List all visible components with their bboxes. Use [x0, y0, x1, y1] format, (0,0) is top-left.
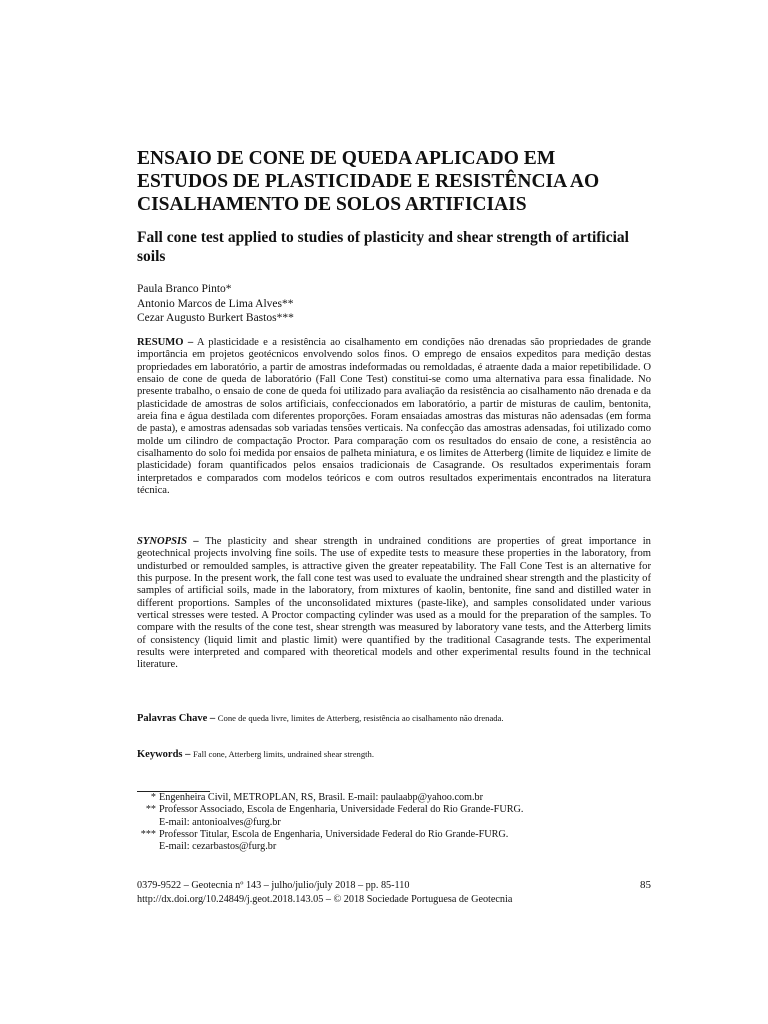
resumo-text: A plasticidade e a resistência ao cisalhamento em condições não drenadas são propriedades de grande importância em projetos geotécnicos envolvendo solos finos. O emprego de ensaios expeditos para medição destas propriedades em laboratório, a partir de amostras indeformadas ou remoldadas, é atraente dada a maior repetibilidade. O ensaio de cone de queda de laboratório (Fall Cone Test) constitui-se como uma alternativa para essa finalidade. No presente trabalho, o ensaio de cone de queda foi utilizado para avaliação da resistência ao cisalhamento não drenada e da plasticidade de amostras de solos artificiais, confeccionados em laboratório, a partir de misturas de caulim, bentonita, areia fina e água destilada com diferentes proporções. Foram ensaiadas amostras das misturas não adensadas (em forma de pasta), e amostras adensadas sob variadas tensões verticais. Na confecção das amostras adensadas, foi utilizado como molde um cilindro de compactação Proctor. Para comparação com os resultados do ensaio de cone, a resistência ao cisalhamento do solo foi medida por ensaios de palheta miniatura, e os limites de Atterberg (limite de liquidez e limite de plasticidade) foram quantificados pelos ensaios tradicionais de Casagrande. Os resultados experimentais foram interpretados e comparados com modelos teóricos e com outros resultados experimentais encontrados na literatura técnica. — [137, 337, 651, 497]
page-number: 85 — [640, 879, 651, 891]
footnote-text: E-mail: cezarbastos@furg.br — [159, 841, 277, 853]
footnote-mark: * — [150, 792, 156, 803]
synopsis-heading: SYNOPSIS – — [137, 536, 199, 547]
page-footer — [137, 879, 651, 906]
palavras-chave — [137, 712, 651, 725]
footnote-item — [137, 829, 651, 841]
keywords — [137, 748, 651, 761]
abstract-english — [137, 536, 651, 672]
footnote-text: Professor Associado, Escola de Engenharia, Universidade Federal do Rio Grande-FURG. — [159, 804, 524, 816]
doi-line: http://dx.doi.org/10.24849/j.geot.2018.143.05 – © 2018 Sociedade Portuguesa de Geotecnia — [137, 893, 513, 905]
palavras-chave-label: Palavras Chave – — [137, 713, 216, 724]
author-list — [137, 282, 651, 326]
footnote-text: E-mail: antonioalves@furg.br — [159, 816, 281, 828]
journal-citation: 0379-9522 – Geotecnia nº 143 – julho/julio/july 2018 – pp. 85-110 — [137, 880, 410, 891]
keywords-text: Fall cone, Atterberg limits, undrained shear strength. — [193, 749, 374, 759]
footnote-mark: ** — [145, 804, 156, 816]
author-2: Antonio Marcos de Lima Alves** — [137, 297, 294, 310]
resumo-heading: RESUMO – — [137, 337, 194, 348]
footnote-mark: *** — [140, 828, 156, 840]
footnote-text: Engenheira Civil, METROPLAN, RS, Brasil. E-mail: paulaabp@yahoo.com.br — [159, 792, 484, 803]
footnote-item — [137, 792, 651, 804]
footnote-item — [137, 841, 651, 853]
footnote-item — [137, 804, 651, 816]
footnote-text: Professor Titular, Escola de Engenharia, Universidade Federal do Rio Grande-FURG. — [159, 828, 509, 840]
synopsis-text: The plasticity and shear strength in undrained conditions are properties of great importance in geotechnical projects involving fine soils. The use of expedite tests to measure these properties in the laboratory, from undisturbed or remoulded samples, is attractive given the greater repeatability. The Fall Cone Test is an alternative for this purpose. In the present work, the fall cone test was used to evaluate the undrained shear strength and the plasticity of samples of artificial soils, made in the laboratory, from mixtures of kaolin, bentonite, fine sand and distilled water in different proportions. Samples of the unconsolidated mixtures (paste-like), and samples consolidated under various vertical stresses were tested. A Proctor compacting cylinder was used as a mould for the preparation of the samples. To compare with the results of the cone test, shear strength was measured by laboratory vane tests, and the Atterberg limits of consistency (liquid limit and plastic limit) were quantified by the traditional Casagrande tests. The experimental results were interpreted and compared with theoretical models and other experimental results found in the technical literature. — [137, 536, 651, 671]
keywords-label: Keywords – — [137, 749, 191, 760]
author-1: Paula Branco Pinto* — [137, 283, 232, 295]
palavras-chave-text: Cone de queda livre, limites de Atterberg, resistência ao cisalhamento não drenada. — [217, 713, 504, 723]
paper-title: ENSAIO DE CONE DE QUEDA APLICADO EM ESTUDOS DE PLASTICIDADE E RESISTÊNCIA AO CISALHAMENTO DE SOLOS ARTIFICIAIS — [137, 148, 600, 215]
paper-subtitle-english: Fall cone test applied to studies of plasticity and shear strength of artificial soils — [137, 229, 629, 265]
author-3: Cezar Augusto Burkert Bastos*** — [137, 312, 294, 325]
footnote-item — [137, 817, 651, 829]
author-footnotes — [137, 792, 651, 853]
abstract-portuguese — [137, 337, 651, 497]
